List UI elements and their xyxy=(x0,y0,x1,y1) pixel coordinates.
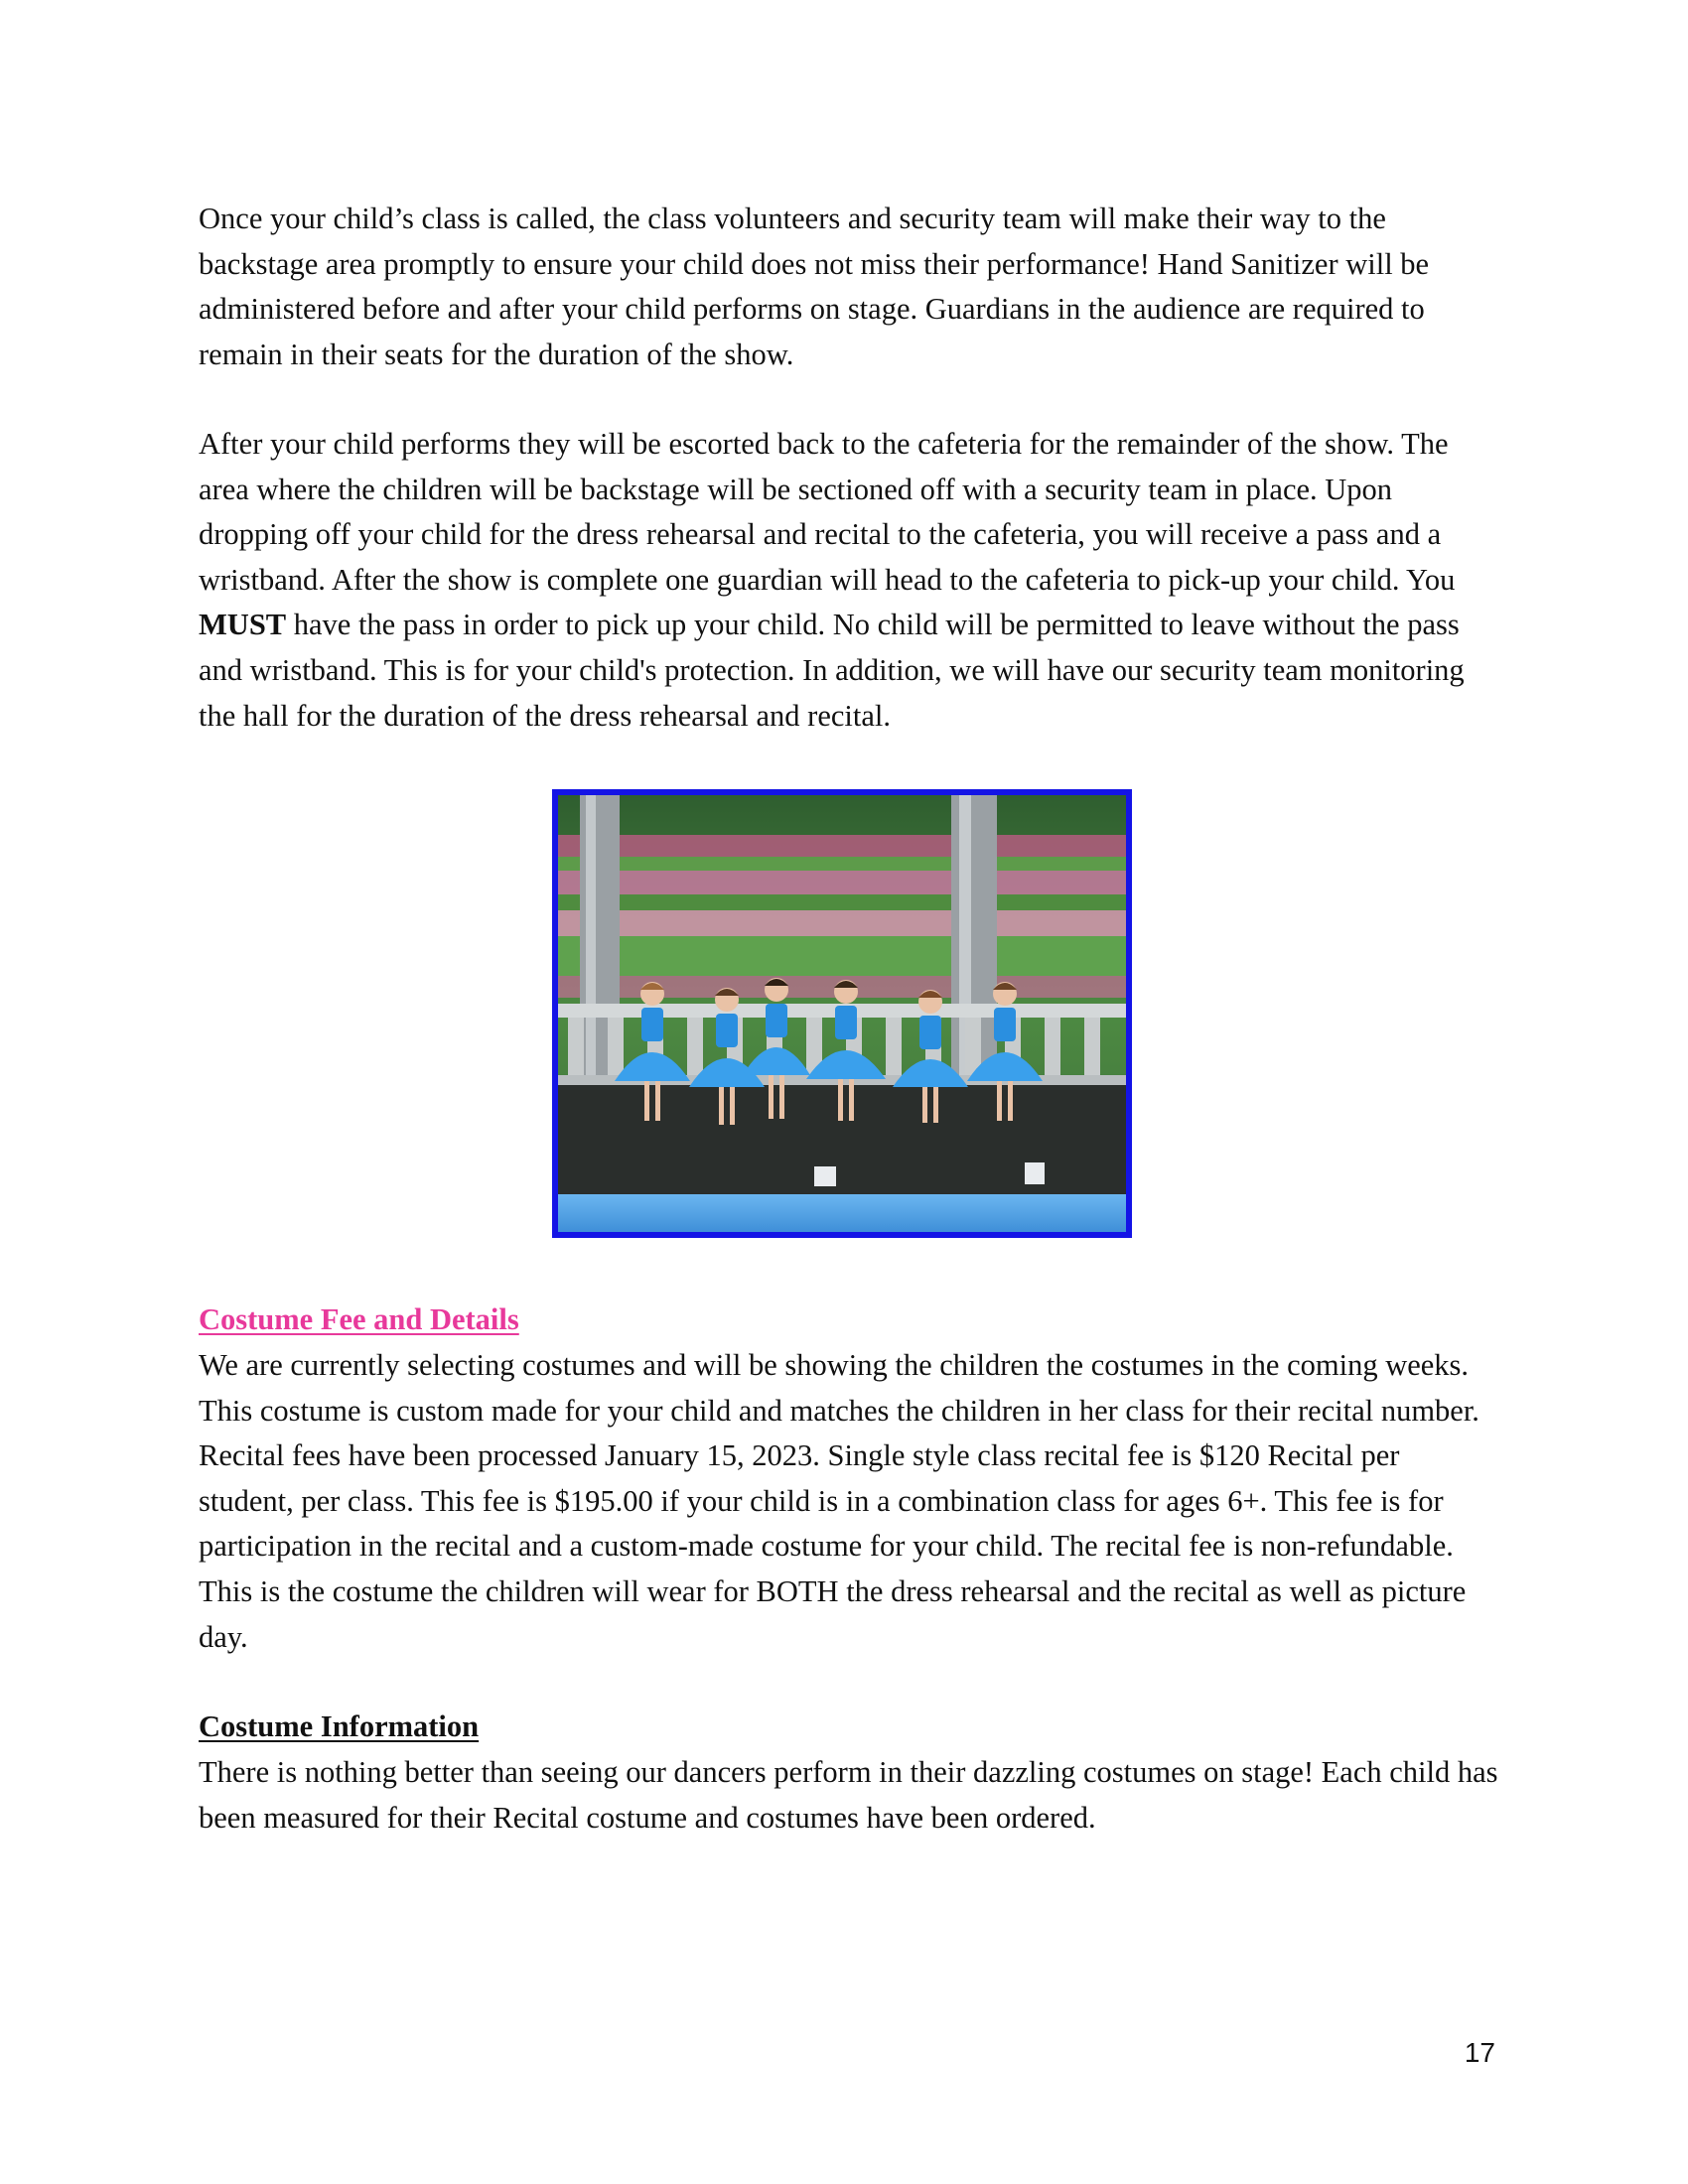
stage-apron xyxy=(558,1194,1126,1232)
heading-costume-fee: Costume Fee and Details xyxy=(199,1302,519,1336)
dancers-photo-illustration xyxy=(558,795,1126,1232)
paragraph-costume-fee: We are currently selecting costumes and will be showing the children the costumes in the coming weeks. This costume is custom made for your child and matches the children in her class for their recital number. Recital fees have been processed January 15, 2023. Single style class recital fee is $120 Recital per student, per class. This fee is $195.00 if your child is in a combination class for ages 6+. This fee is for participation in the recital and a custom-made costume for your child. The recital fee is non-refundable. This is the costume the children will wear for BOTH the dress rehearsal and the recital as well as picture day. xyxy=(199,1348,1479,1654)
paragraph-pickup-text-start: After your child performs they will be escorted back to the cafeteria for the remainder of the show. The area where the children will be backstage will be sectioned off with a security team in place. Upon dropping off your child for the dress rehearsal and recital to the cafeteria, you will receive a pass and a wristband. After the show is complete one guardian will head to the cafeteria to pick-up your child. You xyxy=(199,427,1456,597)
paragraph-costume-information: There is nothing better than seeing our dancers perform in their dazzling costumes on stage! Each child has been measured for their Recital costume and costumes have been ordered. xyxy=(199,1755,1498,1835)
dancers-photo xyxy=(552,789,1132,1238)
page-number: 17 xyxy=(1464,2037,1495,2068)
emphasis-must: MUST xyxy=(199,608,287,642)
stage-prop xyxy=(1025,1162,1045,1184)
paragraph-pickup-procedure xyxy=(199,422,1499,739)
stage-prop xyxy=(814,1166,836,1186)
heading-costume-information: Costume Information xyxy=(199,1709,480,1743)
paragraph-pickup-text-end: have the pass in order to pick up your child. No child will be permitted to leave without the pass and wristband. This is for your child's protection. In addition, we will have our security team monitoring the hall for the duration of the dress rehearsal and recital. xyxy=(199,608,1465,733)
flower-rows xyxy=(558,835,1126,998)
paragraph-backstage-procedure: Once your child’s class is called, the class volunteers and security team will make their way to the backstage area promptly to ensure your child does not miss their performance! Hand Sanitizer will be administered before and after your child performs on stage. Guardians in the audience are required to remain in their seats for the duration of the show. xyxy=(199,202,1430,371)
